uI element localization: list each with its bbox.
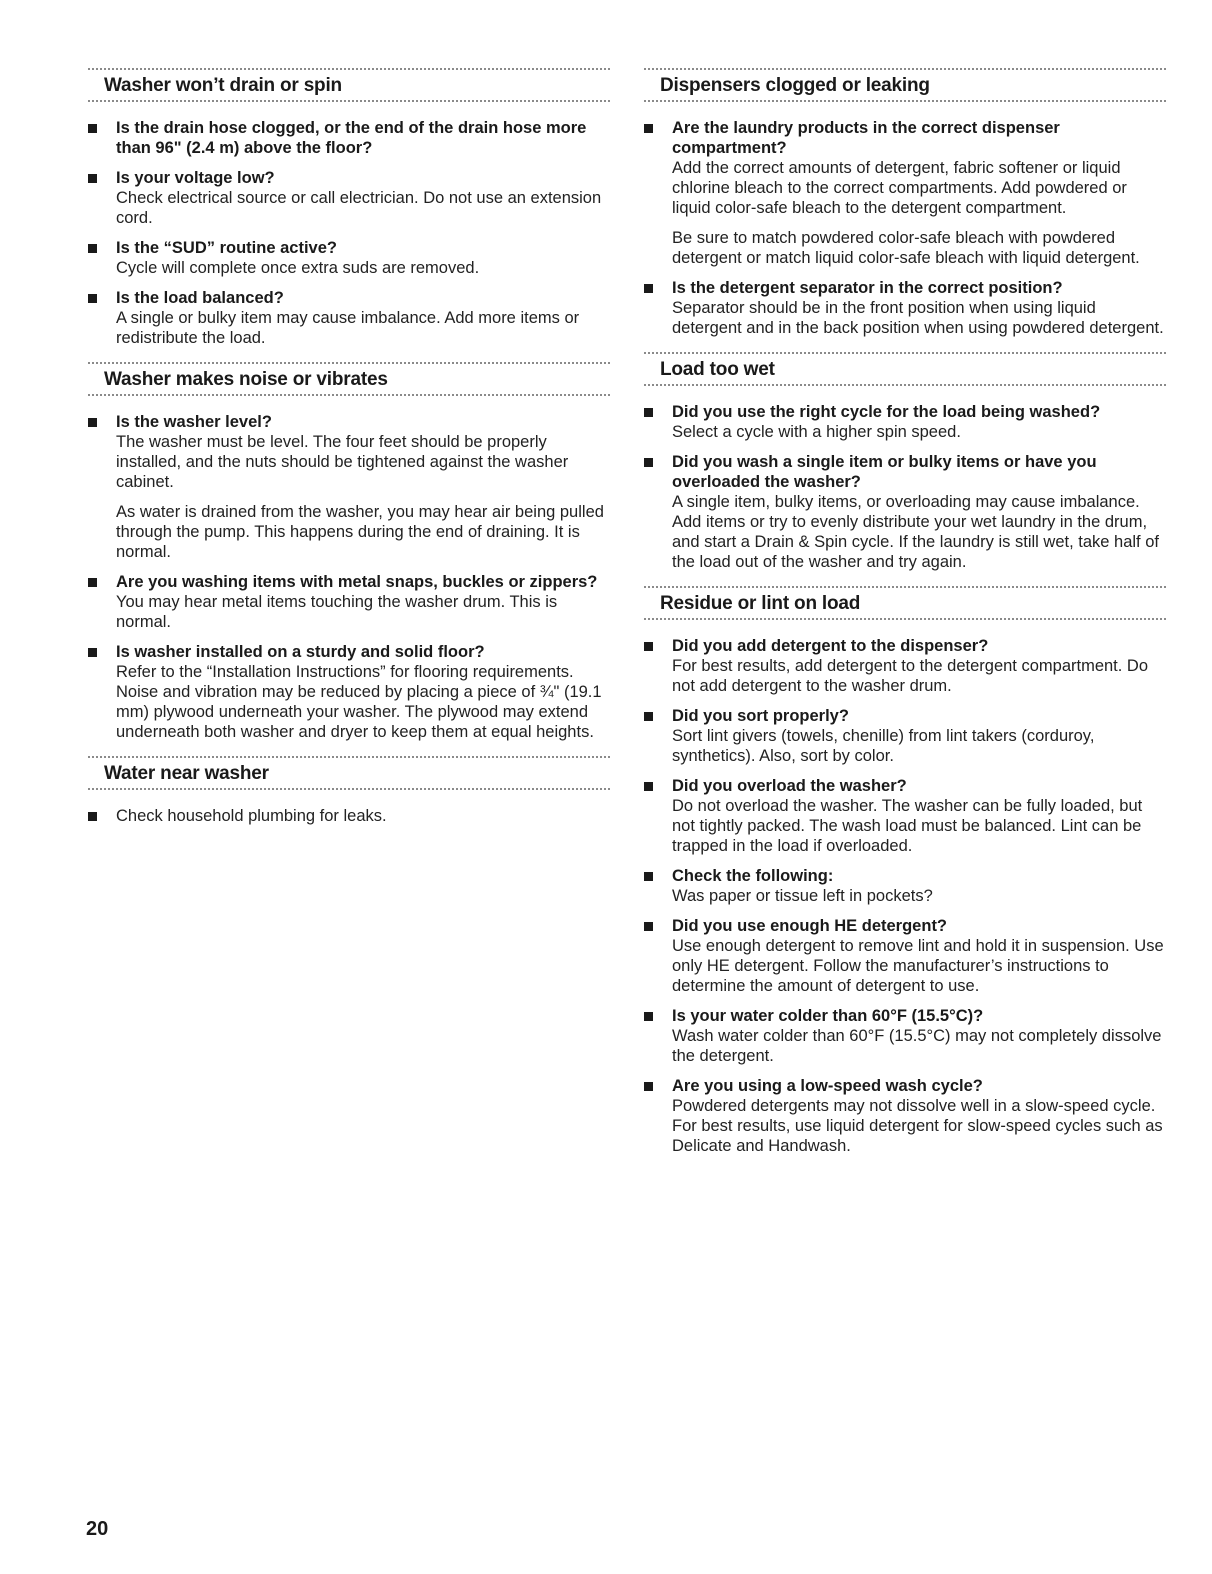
square-bullet-icon	[644, 922, 653, 931]
section-rule-bottom	[88, 394, 610, 396]
section-rule-bottom	[644, 100, 1166, 102]
item-answer: You may hear metal items touching the washer drum. This is normal.	[116, 593, 558, 631]
section-rule-top	[644, 68, 1166, 70]
list-item	[88, 168, 610, 228]
item-question: Is the detergent separator in the correct position?	[672, 279, 1063, 297]
list-item	[644, 866, 1166, 906]
list-item	[88, 642, 610, 742]
section-title: Residue or lint on load	[660, 593, 861, 614]
square-bullet-icon	[88, 812, 97, 821]
section-rule-bottom	[644, 384, 1166, 386]
item-question: Is your voltage low?	[116, 169, 275, 187]
item-list	[644, 636, 1166, 1156]
page-number: 20	[86, 1518, 109, 1540]
item-list	[88, 412, 610, 742]
list-item	[644, 278, 1166, 338]
section-rule-top	[88, 362, 610, 364]
troubleshooting-section	[644, 352, 1166, 572]
item-answer: Separator should be in the front position when using liquid detergent and in the back position when using powdered detergent.	[672, 299, 1164, 337]
item-answer: Add the correct amounts of detergent, fabric softener or liquid chlorine bleach to the correct compartments. Add powdered or liquid color-safe bleach to the detergent compartment.	[672, 159, 1127, 217]
item-list	[88, 806, 610, 826]
item-answer: Check household plumbing for leaks.	[116, 807, 387, 825]
section-rule-top	[644, 352, 1166, 354]
square-bullet-icon	[88, 648, 97, 657]
section-rule-bottom	[88, 100, 610, 102]
square-bullet-icon	[644, 642, 653, 651]
square-bullet-icon	[644, 782, 653, 791]
section-title: Washer won’t drain or spin	[104, 75, 342, 96]
item-question: Did you overload the washer?	[672, 777, 907, 795]
list-item	[644, 706, 1166, 766]
item-question: Did you wash a single item or bulky items or have you overloaded the washer?	[672, 453, 1097, 491]
square-bullet-icon	[644, 1012, 653, 1021]
item-answer: For best results, add detergent to the detergent compartment. Do not add detergent to the washer drum.	[672, 657, 1149, 695]
item-answer: Was paper or tissue left in pockets?	[672, 887, 933, 905]
item-question: Are the laundry products in the correct dispenser compartment?	[672, 119, 1060, 157]
list-item	[644, 452, 1166, 572]
item-answer: The washer must be level. The four feet should be properly installed, and the nuts should be tightened against the washer cabinet.	[116, 433, 569, 491]
list-item	[644, 776, 1166, 856]
troubleshooting-section	[88, 68, 610, 348]
square-bullet-icon	[88, 578, 97, 587]
square-bullet-icon	[644, 872, 653, 881]
item-answer: Check electrical source or call electrician. Do not use an extension cord.	[116, 189, 602, 227]
item-answer: Refer to the “Installation Instructions” for flooring requirements. Noise and vibration may be reduced by placing a piece of ¾" (19.1 mm) plywood underneath your washer. The plywood may extend underneath both washer and dryer to keep them at equal heights.	[116, 663, 602, 741]
item-question: Are you washing items with metal snaps, buckles or zippers?	[116, 573, 598, 591]
item-list	[88, 118, 610, 348]
square-bullet-icon	[88, 294, 97, 303]
item-answer: Powdered detergents may not dissolve well in a slow-speed cycle. For best results, use liquid detergent for slow-speed cycles such as Delicate and Handwash.	[672, 1097, 1163, 1155]
section-rule-bottom	[88, 788, 610, 790]
section-rule-bottom	[644, 618, 1166, 620]
troubleshooting-section	[644, 68, 1166, 338]
item-question: Did you add detergent to the dispenser?	[672, 637, 989, 655]
item-question: Are you using a low-speed wash cycle?	[672, 1077, 983, 1095]
troubleshooting-section	[88, 362, 610, 742]
section-rule-top	[88, 68, 610, 70]
square-bullet-icon	[644, 284, 653, 293]
square-bullet-icon	[644, 124, 653, 133]
square-bullet-icon	[88, 174, 97, 183]
list-item	[88, 288, 610, 348]
square-bullet-icon	[644, 712, 653, 721]
list-item	[88, 238, 610, 278]
list-item	[644, 118, 1166, 268]
item-question: Is the drain hose clogged, or the end of the drain hose more than 96" (2.4 m) above the floor?	[116, 119, 587, 157]
list-item	[644, 636, 1166, 696]
section-rule-top	[88, 756, 610, 758]
item-answer: Sort lint givers (towels, chenille) from lint takers (corduroy, synthetics). Also, sort by color.	[672, 727, 1095, 765]
item-question: Is your water colder than 60°F (15.5°C)?	[672, 1007, 984, 1025]
item-question: Did you use enough HE detergent?	[672, 917, 948, 935]
item-question: Did you use the right cycle for the load being washed?	[672, 403, 1101, 421]
square-bullet-icon	[644, 1082, 653, 1091]
item-answer-extra: As water is drained from the washer, you may hear air being pulled through the pump. This happens during the end of draining. It is normal.	[116, 503, 604, 561]
item-list	[644, 402, 1166, 572]
section-title: Load too wet	[660, 359, 775, 380]
item-question: Did you sort properly?	[672, 707, 849, 725]
item-question: Is the washer level?	[116, 413, 272, 431]
section-title: Water near washer	[104, 763, 269, 784]
square-bullet-icon	[644, 458, 653, 467]
troubleshooting-section	[644, 586, 1166, 1156]
item-question: Is the “SUD” routine active?	[116, 239, 337, 257]
item-question: Is washer installed on a sturdy and solid floor?	[116, 643, 485, 661]
list-item	[644, 916, 1166, 996]
item-answer: Cycle will complete once extra suds are removed.	[116, 259, 480, 277]
section-title: Dispensers clogged or leaking	[660, 75, 930, 96]
square-bullet-icon	[644, 408, 653, 417]
list-item	[644, 402, 1166, 442]
list-item	[88, 572, 610, 632]
item-answer: A single item, bulky items, or overloading may cause imbalance. Add items or try to evenly distribute your wet laundry in the drum, and start a Drain & Spin cycle. If the laundry is still wet, take half of the load out of the washer and try again.	[672, 493, 1159, 571]
item-list	[644, 118, 1166, 338]
square-bullet-icon	[88, 124, 97, 133]
troubleshooting-section	[88, 756, 610, 826]
item-answer: Use enough detergent to remove lint and hold it in suspension. Use only HE detergent. Follow the manufacturer’s instructions to determine the amount of detergent to use.	[672, 937, 1164, 995]
item-question: Is the load balanced?	[116, 289, 284, 307]
list-item	[88, 118, 610, 158]
item-answer: Select a cycle with a higher spin speed.	[672, 423, 961, 441]
item-answer: Wash water colder than 60°F (15.5°C) may not completely dissolve the detergent.	[672, 1027, 1162, 1065]
right-column	[644, 68, 1166, 1170]
item-answer: A single or bulky item may cause imbalance. Add more items or redistribute the load.	[116, 309, 580, 347]
item-question: Check the following:	[672, 867, 834, 885]
list-item	[88, 412, 610, 562]
square-bullet-icon	[88, 418, 97, 427]
item-answer: Do not overload the washer. The washer can be fully loaded, but not tightly packed. The wash load must be balanced. Lint can be trapped in the load if overloaded.	[672, 797, 1143, 855]
list-item	[644, 1076, 1166, 1156]
left-column	[88, 68, 610, 840]
item-answer-extra: Be sure to match powdered color-safe bleach with powdered detergent or match liquid color-safe bleach with liquid detergent.	[672, 229, 1140, 267]
section-title: Washer makes noise or vibrates	[104, 369, 388, 390]
list-item	[644, 1006, 1166, 1066]
list-item	[88, 806, 610, 826]
section-rule-top	[644, 586, 1166, 588]
square-bullet-icon	[88, 244, 97, 253]
